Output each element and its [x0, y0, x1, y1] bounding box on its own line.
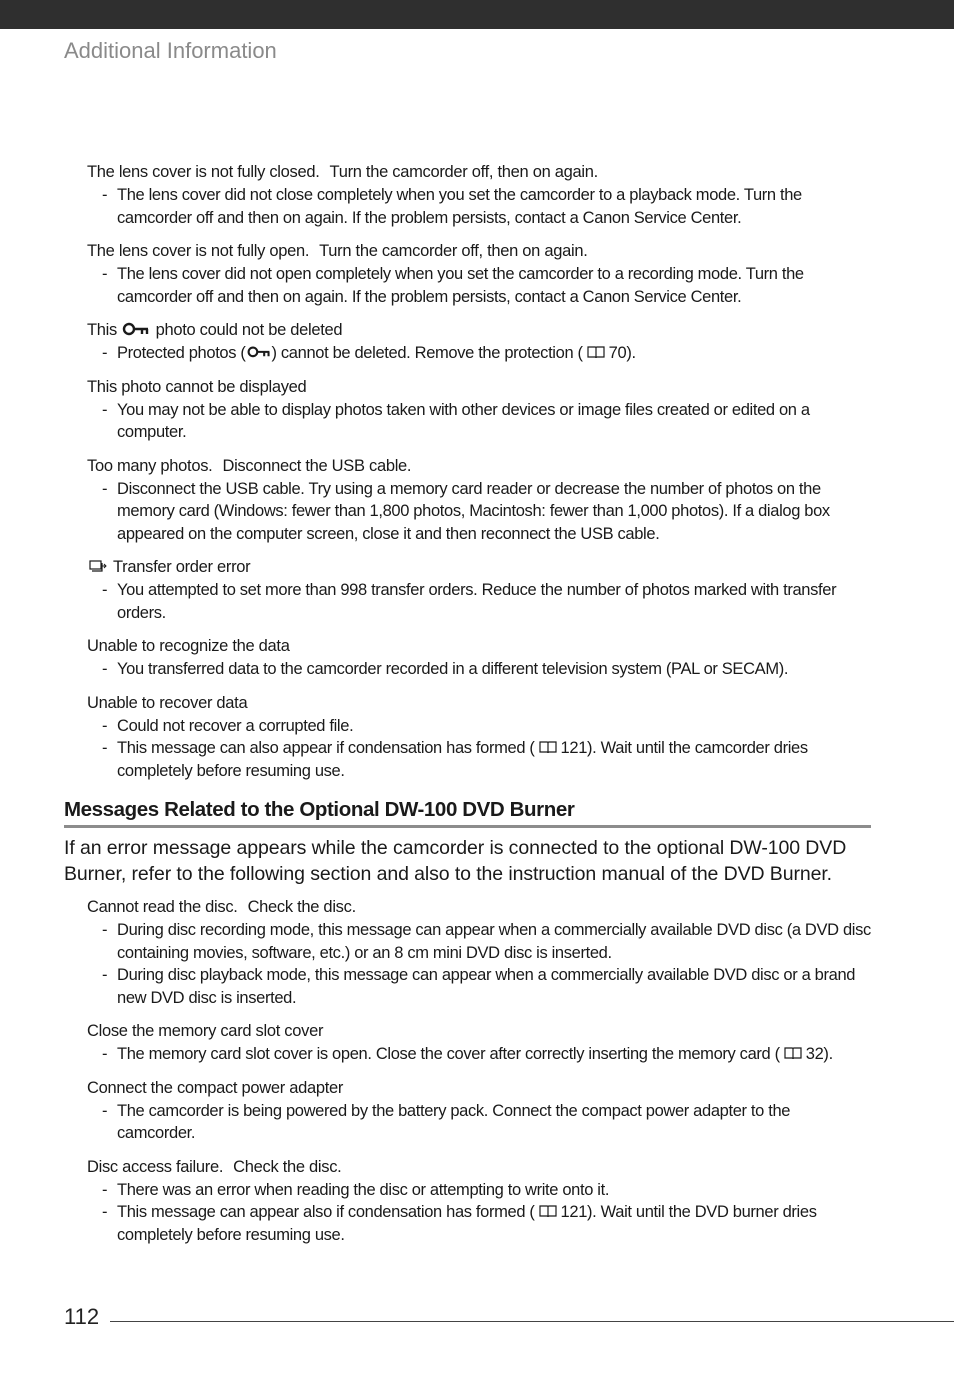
- bullet-text: ) cannot be deleted. Remove the protection (: [271, 344, 583, 362]
- title-text: Transfer order error: [113, 558, 251, 577]
- bullet-text: Could not recover a corrupted file.: [117, 716, 354, 735]
- message-title: [87, 555, 871, 579]
- title-text: Check the disc.: [247, 898, 356, 917]
- bullet-text: You attempted to set more than 998 transfer orders. Reduce the number of photos marked with transfer orders.: [117, 581, 837, 622]
- message-entry: [87, 375, 871, 444]
- title-text: Cannot read the disc.: [87, 898, 238, 917]
- message-bullet: - The memory card slot cover is open. Close the cover after correctly inserting the memory card ( 32).: [102, 1045, 833, 1064]
- title-text: Unable to recognize the data: [87, 637, 290, 656]
- bullet-text: The lens cover did not open completely when you set the camcorder to a recording mode. Turn the camcorder off and then on again. If the problem persists, contact a Canon Service Center.: [117, 265, 804, 306]
- message-bullet: - This message can also appear if condensation has formed ( 121). Wait until the camcorder dries completely before resuming use.: [102, 739, 808, 780]
- section-label: Additional Information: [64, 38, 277, 63]
- footer-rule: [110, 1321, 954, 1322]
- page-number: 112: [64, 1304, 100, 1329]
- message-bullet: - You may not be able to display photos taken with other devices or image files created or edited on a computer.: [102, 400, 810, 442]
- title-text: Too many photos.: [87, 456, 213, 475]
- bullet-text: The lens cover did not close completely when you set the camcorder to a playback mode. Turn the camcorder off and then on again. If the problem persists, contact a Canon Service Center.: [117, 186, 802, 227]
- message-title: [87, 1076, 871, 1100]
- section-intro: If an error message appears while the camcorder is connected to the optional DW-100 DVD Burner, refer to the following section and also to the instruction manual of the DVD Burner.: [64, 837, 847, 885]
- title-text: This photo cannot be displayed: [87, 377, 307, 396]
- message-bullet: - The camcorder is being powered by the battery pack. Connect the compact power adapter to the camcorder.: [102, 1101, 791, 1143]
- message-title: [87, 1155, 871, 1179]
- bullet-text: 121). Wait until the DVD burner dries completely before resuming use.: [117, 1203, 817, 1244]
- title-text: Check the disc.: [233, 1157, 342, 1176]
- message-title: [87, 454, 871, 478]
- message-title: [87, 318, 871, 342]
- book-reference-icon: [587, 343, 605, 356]
- title-text: Turn the camcorder off, then on again.: [329, 163, 598, 181]
- message-title: [87, 634, 871, 658]
- bullet-text: You may not be able to display photos taken with other devices or image files created or edited on a computer.: [117, 400, 810, 442]
- page-content: [0, 160, 954, 1256]
- book-reference-icon: [539, 738, 557, 751]
- message-entry-transfer: [87, 555, 871, 624]
- section-heading: Messages Related to the Optional DW-100 DVD Burner: [64, 798, 871, 828]
- message-entry-recover: [87, 691, 871, 783]
- message-bullet: - Protected photos ( ) cannot be deleted. Remove the protection ( 70).: [87, 342, 871, 365]
- message-entry: [87, 160, 871, 229]
- message-title: [87, 239, 871, 263]
- title-text: The lens cover is not fully open.: [87, 242, 310, 260]
- bullet-text: 121). Wait until the camcorder dries completely before resuming use.: [117, 739, 808, 780]
- book-reference-icon: [784, 1044, 802, 1057]
- bullet-text: Disconnect the USB cable. Try using a memory card reader or decrease the number of photos on the memory card (Windows: fewer than 1,800 photos, Macintosh: fewer than 1,000 photos). If a dialog box appeared on the computer screen, close it and then reconnect the USB cable.: [117, 479, 830, 543]
- protect-key-icon: [246, 342, 272, 365]
- protect-key-icon: [121, 319, 151, 343]
- title-text: Connect the compact power adapter: [87, 1078, 344, 1097]
- bullet-text: There was an error when reading the disc or attempting to write onto it.: [117, 1180, 610, 1199]
- message-entry-slot: [87, 1019, 871, 1066]
- message-bullet: - You transferred data to the camcorder recorded in a different television system (PAL or SECAM).: [102, 660, 789, 679]
- bullet-text: Protected photos (: [117, 344, 246, 362]
- transfer-order-icon: [89, 556, 107, 580]
- title-text: The lens cover is not fully closed.: [87, 163, 320, 181]
- title-text: This: [87, 321, 117, 339]
- message-entry: [87, 634, 871, 681]
- message-bullet: - You attempted to set more than 998 transfer orders. Reduce the number of photos marked with transfer orders.: [102, 581, 837, 622]
- message-title: [87, 160, 871, 184]
- bullet-text: During disc playback mode, this message can appear when a commercially available DVD disc or a brand new DVD disc is inserted.: [117, 966, 856, 1007]
- message-entry: [87, 239, 871, 308]
- message-title: [87, 895, 871, 919]
- message-title: [87, 375, 871, 399]
- message-bullet: - The lens cover did not open completely when you set the camcorder to a recording mode. Turn the camcorder off and then on again. If the problem persists, contact a Canon Service Center.: [102, 265, 804, 306]
- bullet-text: 32).: [805, 1045, 833, 1064]
- message-bullet: - During disc playback mode, this message can appear when a commercially available DVD disc or a brand new DVD disc is inserted.: [102, 966, 856, 1007]
- message-bullet: - Could not recover a corrupted file.: [102, 716, 354, 735]
- message-title: Unable to recover data: [87, 693, 248, 712]
- bullet-text: You transferred data to the camcorder recorded in a different television system (PAL or SECAM).: [117, 660, 789, 679]
- bullet-text: This message can also appear if condensation has formed (: [117, 739, 535, 758]
- message-entry-disc-access: [87, 1155, 871, 1247]
- message-bullet: - This message can appear also if condensation has formed ( 121). Wait until the DVD burner dries completely before resuming use.: [102, 1203, 817, 1244]
- message-entry: [87, 1076, 871, 1145]
- message-bullet: - Disconnect the USB cable. Try using a memory card reader or decrease the number of photos on the memory card (Windows: fewer than 1,800 photos, Macintosh: fewer than 1,000 photos). If a dialog box appeared on the computer screen, close it and then reconnect the USB cable.: [102, 479, 830, 543]
- top-bar: [0, 0, 954, 29]
- bullet-text: The memory card slot cover is open. Close the cover after correctly inserting the memory card (: [117, 1045, 780, 1064]
- title-text: photo could not be deleted: [155, 321, 343, 339]
- message-bullet: - There was an error when reading the disc or attempting to write onto it.: [102, 1180, 610, 1199]
- title-text: Turn the camcorder off, then on again.: [319, 242, 588, 260]
- message-entry: [87, 895, 871, 1009]
- message-bullet: - During disc recording mode, this message can appear when a commercially available DVD disc (a DVD disc containing movies, software, etc.) or an 8 cm mini DVD disc is inserted.: [102, 921, 871, 962]
- message-entry: [87, 454, 871, 546]
- bullet-text: 70).: [608, 344, 636, 362]
- message-entry-protected: [87, 318, 871, 365]
- book-reference-icon: [539, 1202, 557, 1215]
- bullet-text: This message can appear also if condensation has formed (: [117, 1203, 535, 1222]
- message-title: Close the memory card slot cover: [87, 1022, 324, 1041]
- bullet-text: During disc recording mode, this message can appear when a commercially available DVD disc (a DVD disc containing movies, software, etc.) or an 8 cm mini DVD disc is inserted.: [117, 921, 871, 962]
- title-text: Disc access failure.: [87, 1157, 224, 1176]
- message-bullet: - The lens cover did not close completely when you set the camcorder to a playback mode. Turn the camcorder off and then on again. If the problem persists, contact a Canon Service Center.: [102, 186, 802, 227]
- title-text: Disconnect the USB cable.: [222, 456, 412, 475]
- bullet-text: The camcorder is being powered by the battery pack. Connect the compact power adapter to the camcorder.: [117, 1101, 791, 1143]
